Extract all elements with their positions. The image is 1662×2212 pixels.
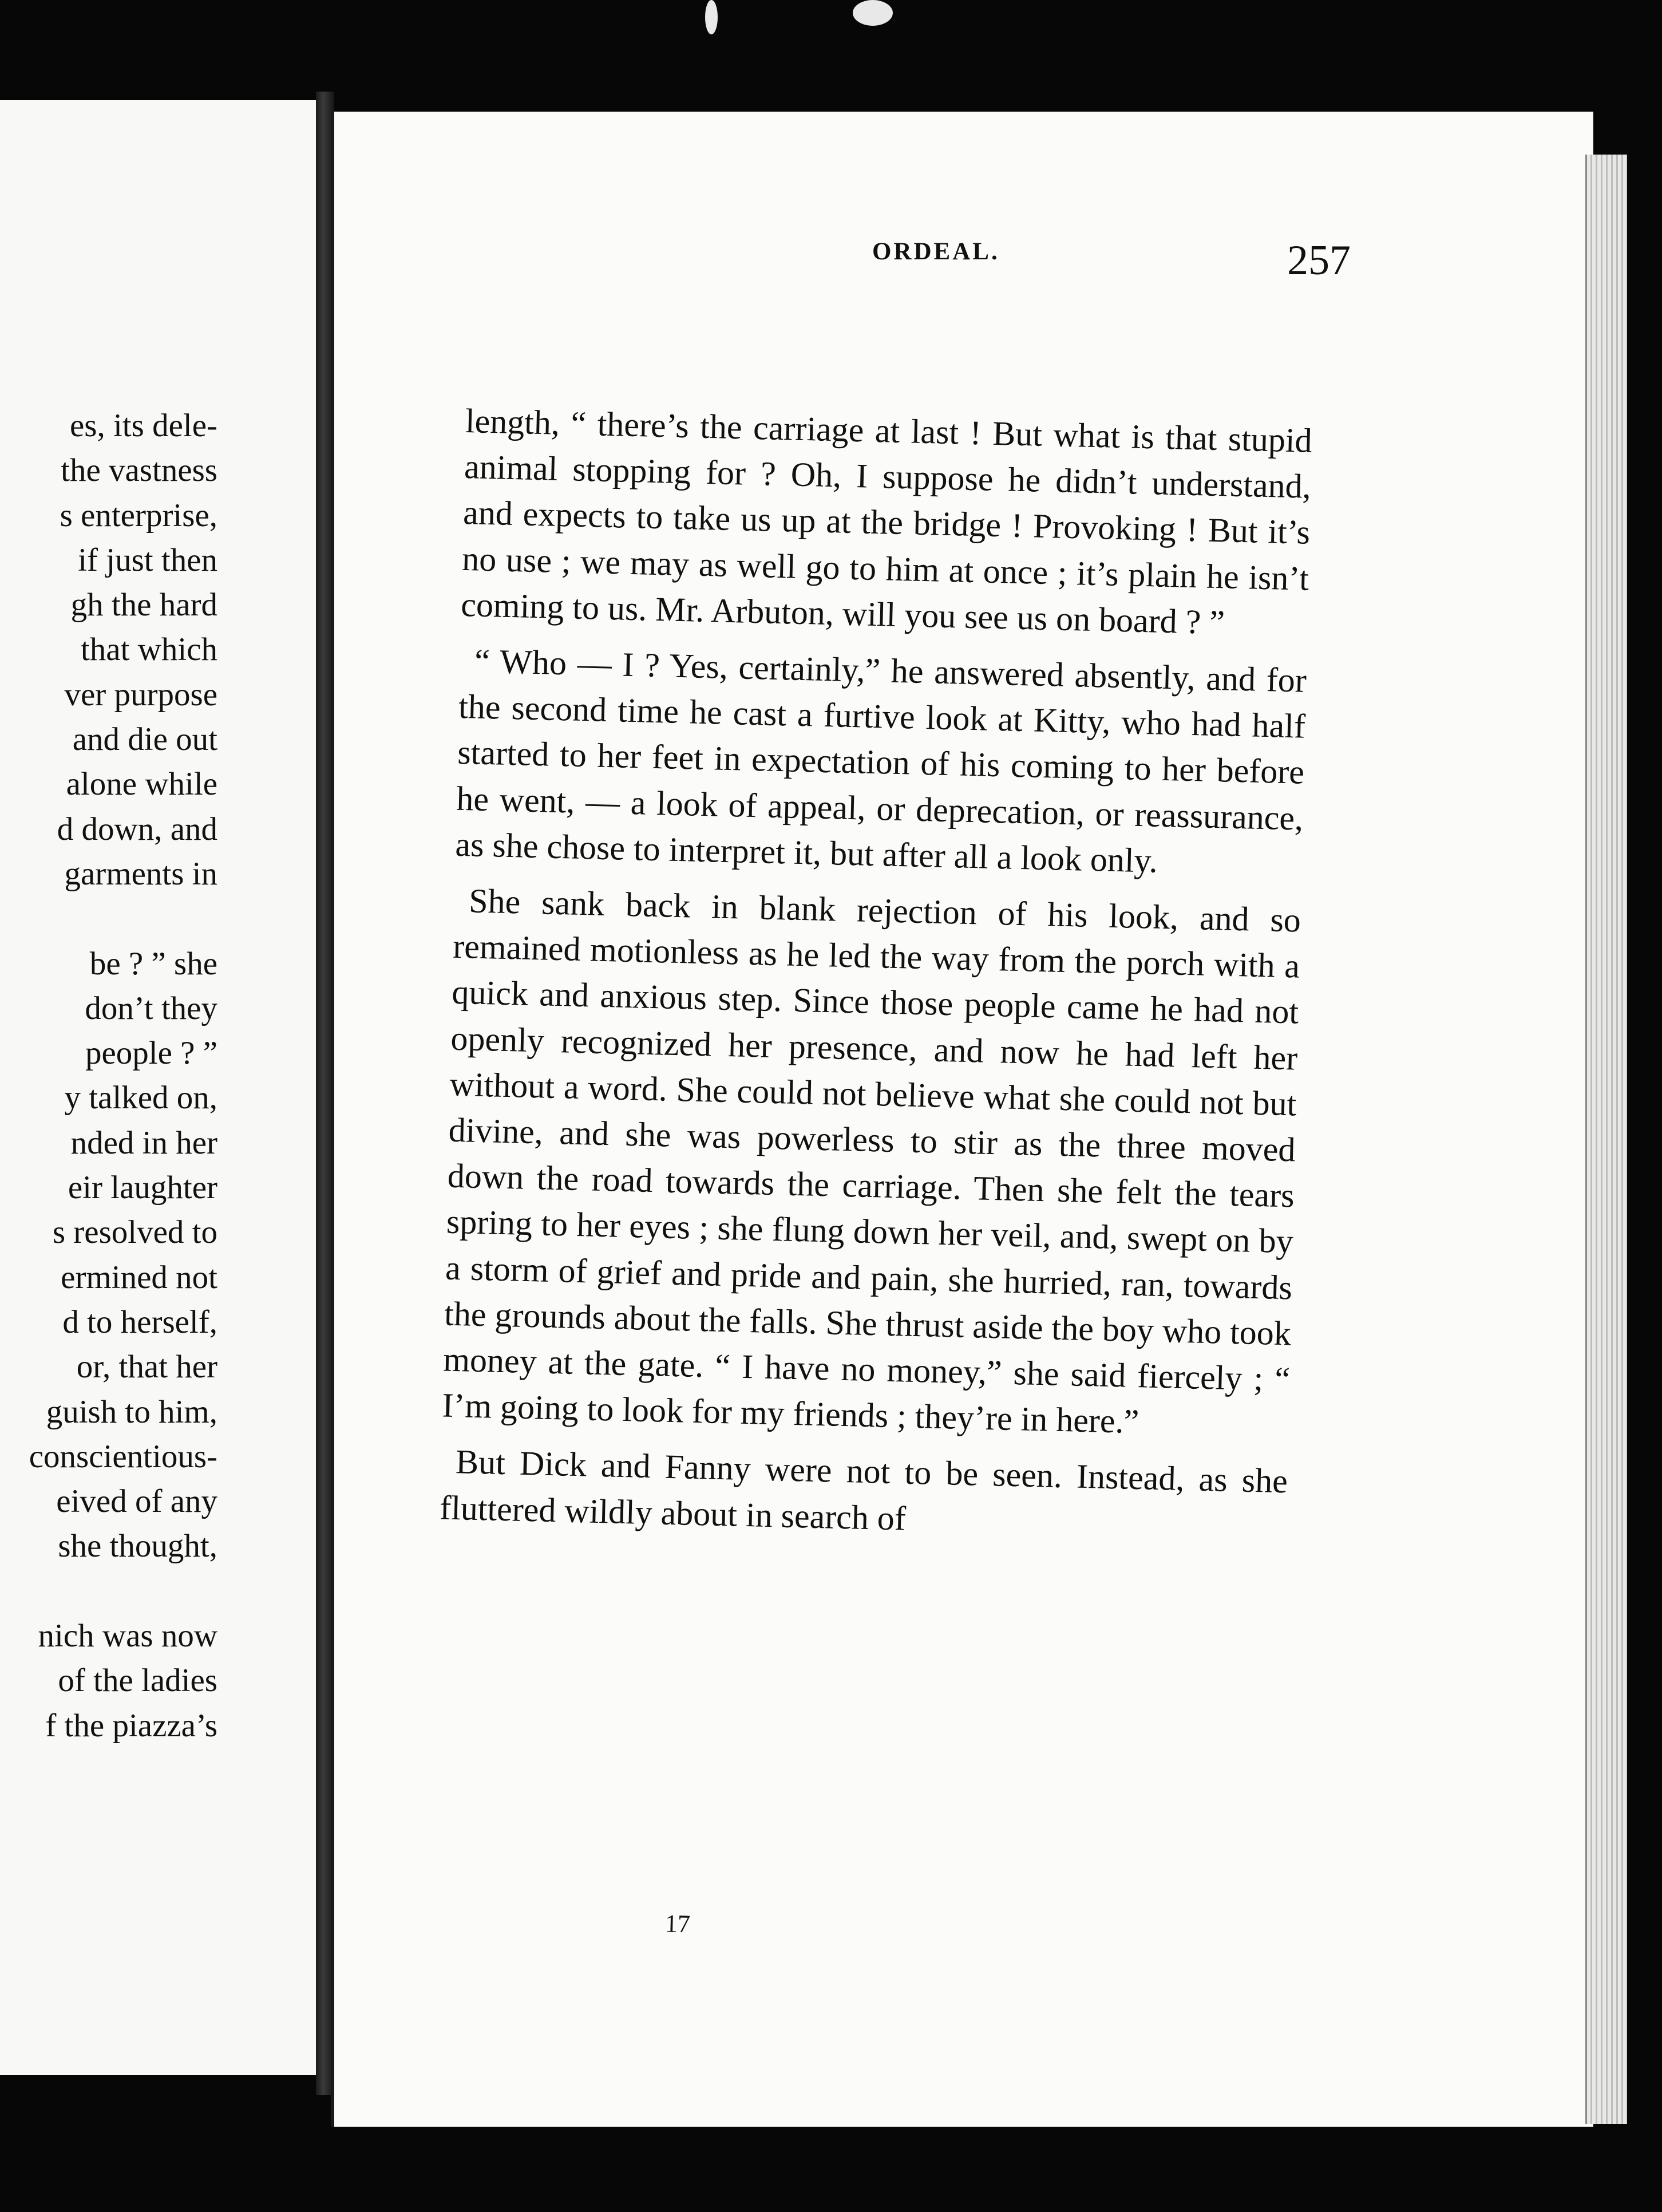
left-page-line: es, its dele-	[69, 408, 217, 444]
page-number: 257	[1287, 237, 1351, 284]
right-page	[331, 112, 1593, 2127]
left-page-line: alone while	[66, 766, 217, 803]
left-page-line: s enterprise,	[60, 497, 217, 534]
paragraph-2: “ Who — I ? Yes, certainly,” he answered absently, and for the second time he cast a furtive look at Kitty, who had half started to her feet in expectation of his coming to her before he went, — a look of appeal, or deprecation, or reassurance, as she chose to interpret it, but after all a look only.	[454, 642, 1307, 880]
left-page-line: d to herself,	[62, 1304, 217, 1340]
paragraph-3: She sank back in blank rejection of his look, and so remained motionless as he led the way from the porch with a quick and anxious step. Since those people came he had not openly recognized her presence, and now he had left her without a word. She could not believe what she could not but divine, and she was powerless to stir as the three moved down the road towards the carriage. Then she felt the tears spring to her eyes ; she flung down her veil, and, swept on by a storm of grief and pride and pain, she hurried, ran, towards the grounds about the falls. She thrust aside the boy who took money at the gate. “ I have no money,” she said fiercely ; “ I’m going to look for my friends ; they’re in here.”	[441, 882, 1301, 1441]
left-page-line: s resolved to	[52, 1214, 217, 1251]
left-page-line	[0, 1569, 217, 1614]
page-edges	[1585, 155, 1627, 2124]
running-head: ORDEAL.	[872, 238, 1000, 265]
left-page-line: of the ladies	[58, 1662, 217, 1699]
left-page-line: the vastness	[61, 452, 217, 489]
left-page-text	[0, 404, 217, 1748]
left-page-line: garments in	[64, 855, 217, 892]
body-text	[439, 398, 1313, 1561]
left-page-line: and die out	[72, 721, 217, 758]
left-page	[0, 100, 318, 2075]
left-page-line: ver purpose	[64, 676, 217, 713]
left-page-line: guish to him,	[46, 1393, 217, 1430]
left-page-line: d down, and	[57, 811, 217, 847]
left-page-line: eived of any	[56, 1483, 217, 1520]
left-page-line: nich was now	[38, 1618, 217, 1654]
left-page-line: she thought,	[58, 1528, 217, 1565]
left-page-line: be ? ” she	[89, 945, 217, 982]
left-page-line: if just then	[78, 542, 217, 578]
left-page-line: y talked on,	[64, 1080, 217, 1116]
dust-speck	[705, 0, 718, 34]
left-page-line	[0, 896, 217, 941]
left-page-line: eir laughter	[68, 1170, 217, 1206]
left-page-line: nded in her	[70, 1124, 217, 1161]
left-page-line: ermined not	[61, 1259, 217, 1295]
paragraph-4: But Dick and Fanny were not to be seen. Instead, as she fluttered wildly about in search of	[439, 1443, 1288, 1538]
left-page-line: f the piazza’s	[45, 1707, 217, 1744]
paragraph-1: length, “ there’s the carriage at last ! But what is that stupid animal stopping for ? Oh, I suppose he didn’t understand, and expects to take us up at the bridge ! Provoking ! But it’s no use ; we may as well go to him at once ; it’s plain he isn’t coming to us. Mr. Arbuton, will you see us on board ? ”	[460, 401, 1313, 642]
left-page-line: gh the hard	[70, 587, 217, 623]
left-page-line: that which	[80, 631, 217, 668]
dust-speck	[853, 0, 893, 26]
signature-mark: 17	[664, 1909, 691, 1938]
left-page-line: don’t they	[85, 990, 217, 1026]
left-page-line: or, that her	[76, 1349, 217, 1385]
left-page-line: conscientious-	[29, 1438, 217, 1475]
left-page-line: people ? ”	[85, 1035, 217, 1072]
